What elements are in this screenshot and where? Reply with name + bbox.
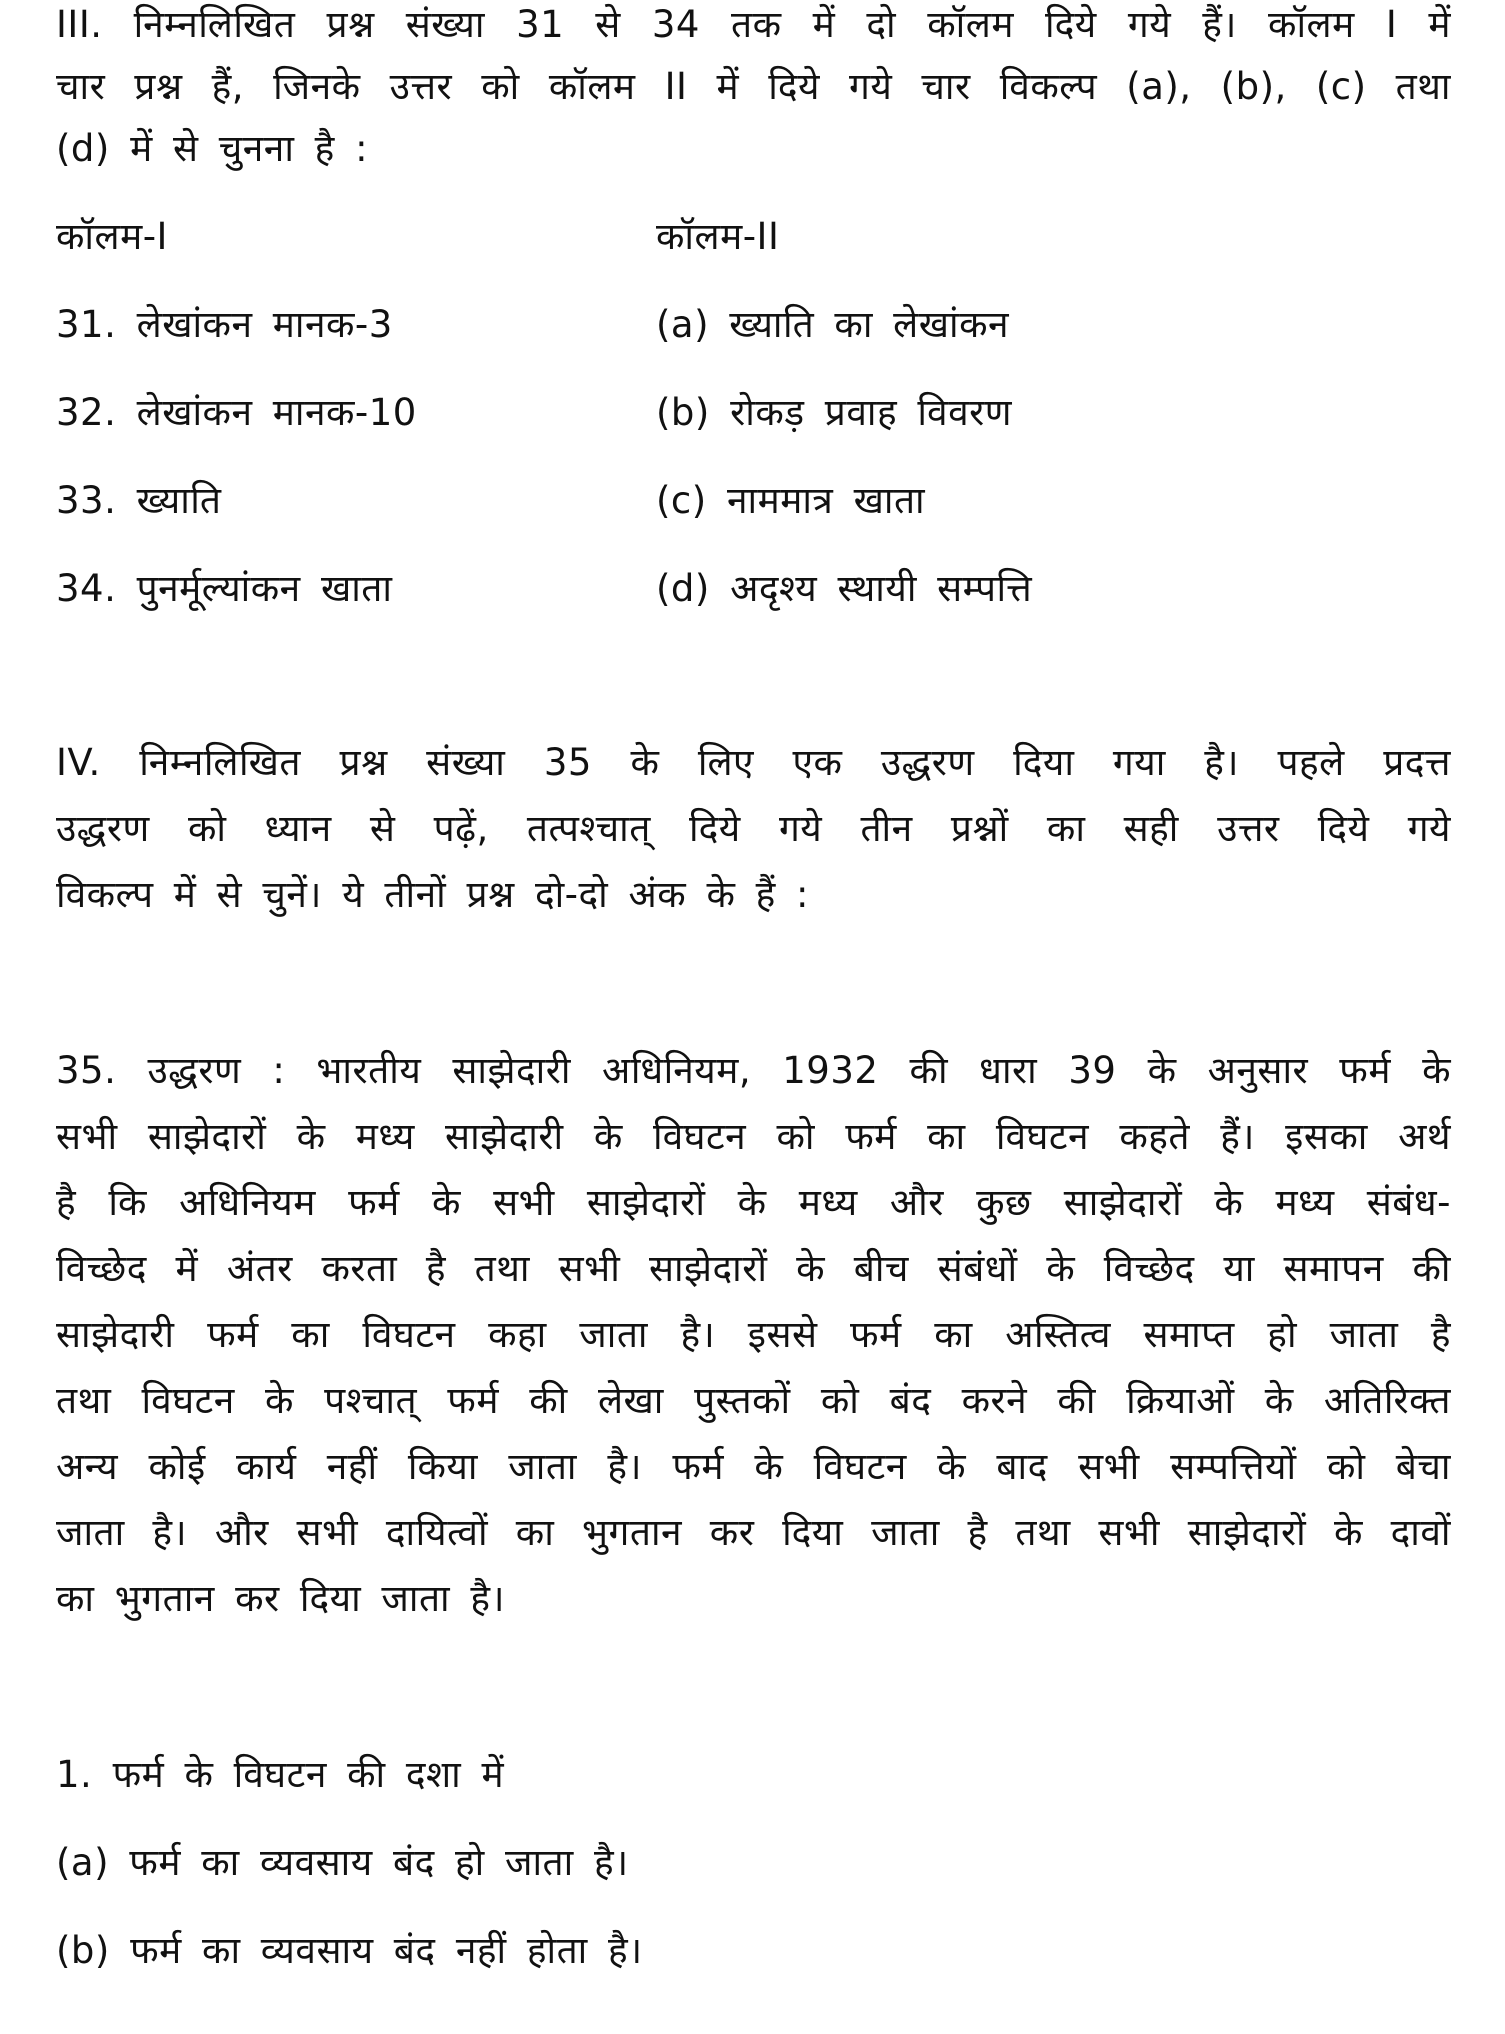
section-iii-instruction-line-3: (d) में से चुनना है :: [56, 127, 369, 170]
column-1-item-34: 34. पुनर्मूल्यांकन खाता: [56, 567, 393, 610]
column-2-item-a: (a) ख्याति का लेखांकन: [656, 303, 1010, 346]
column-2-item-d: (d) अदृश्य स्थायी सम्पत्ति: [656, 567, 1033, 610]
passage-line-4: विच्छेद में अंतर करता है तथा सभी साझेदारों के बीच संबंधों के विच्छेद या समापन की: [56, 1247, 1451, 1290]
question-1-prompt: 1. फर्म के विघटन की दशा में: [56, 1753, 505, 1796]
question-1-option-a: (a) फर्म का व्यवसाय बंद हो जाता है।: [56, 1841, 629, 1884]
section-iii-instruction-line-1: III. निम्नलिखित प्रश्न संख्या 31 से 34 तक में दो कॉलम दिये गये हैं। कॉलम I में: [56, 3, 1451, 46]
column-1-item-32: 32. लेखांकन मानक-10: [56, 391, 417, 434]
question-1-option-b: (b) फर्म का व्यवसाय बंद नहीं होता है।: [56, 1929, 643, 1972]
passage-line-1: 35. उद्धरण : भारतीय साझेदारी अधिनियम, 1932 की धारा 39 के अनुसार फर्म के: [56, 1049, 1451, 1092]
column-1-item-33: 33. ख्याति: [56, 479, 222, 522]
passage-line-5: साझेदारी फर्म का विघटन कहा जाता है। इससे फर्म का अस्तित्व समाप्त हो जाता है: [56, 1313, 1451, 1356]
passage-line-7: अन्य कोई कार्य नहीं किया जाता है। फर्म के विघटन के बाद सभी सम्पत्तियों को बेचा: [56, 1445, 1451, 1488]
section-iii-instruction-line-2: चार प्रश्न हैं, जिनके उत्तर को कॉलम II में दिये गये चार विकल्प (a), (b), (c) तथा: [56, 65, 1451, 108]
section-iv-instruction-line-3: विकल्प में से चुनें। ये तीनों प्रश्न दो-दो अंक के हैं :: [56, 873, 810, 916]
passage-line-8: जाता है। और सभी दायित्वों का भुगतान कर दिया जाता है तथा सभी साझेदारों के दावों: [56, 1511, 1451, 1554]
column-2-item-b: (b) रोकड़ प्रवाह विवरण: [656, 391, 1013, 434]
column-2-header: कॉलम-II: [656, 215, 780, 258]
column-2-item-c: (c) नाममात्र खाता: [656, 479, 926, 522]
section-iv-instruction-line-1: IV. निम्नलिखित प्रश्न संख्या 35 के लिए एक उद्धरण दिया गया है। पहले प्रदत्त: [56, 741, 1451, 784]
passage-line-2: सभी साझेदारों के मध्य साझेदारी के विघटन को फर्म का विघटन कहते हैं। इसका अर्थ: [56, 1115, 1451, 1158]
passage-line-9: का भुगतान कर दिया जाता है।: [56, 1577, 506, 1620]
passage-line-6: तथा विघटन के पश्चात् फर्म की लेखा पुस्तकों को बंद करने की क्रियाओं के अतिरिक्त: [56, 1379, 1451, 1422]
passage-line-3: है कि अधिनियम फर्म के सभी साझेदारों के मध्य और कुछ साझेदारों के मध्य संबंध-: [56, 1181, 1451, 1224]
column-1-header: कॉलम-I: [56, 215, 168, 258]
section-iv-instruction-line-2: उद्धरण को ध्यान से पढ़ें, तत्पश्चात् दिये गये तीन प्रश्नों का सही उत्तर दिये गये: [56, 807, 1451, 850]
column-1-item-31: 31. लेखांकन मानक-3: [56, 303, 393, 346]
